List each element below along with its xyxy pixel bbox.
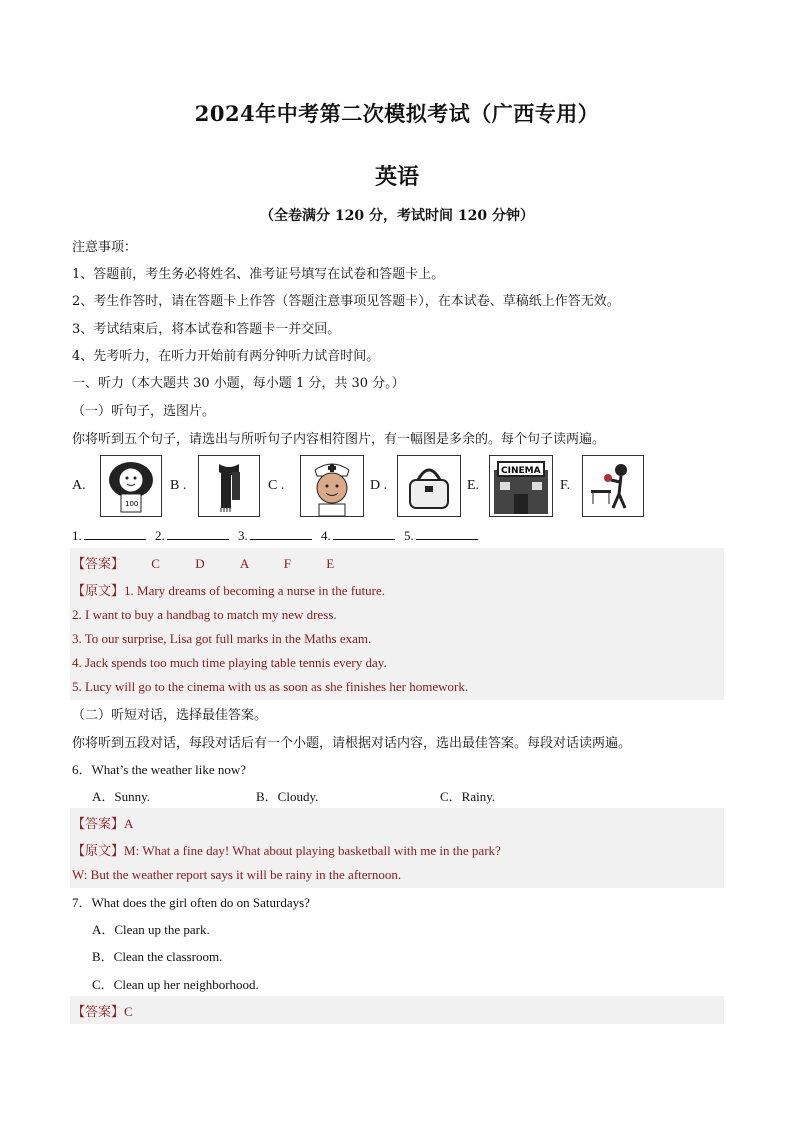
answer-blank-5[interactable]: [416, 529, 478, 540]
answer-2: D: [195, 556, 205, 571]
picture-label-c: C .: [268, 478, 285, 493]
script-line-1: [72, 580, 385, 599]
exam-title: 2024年中考第二次模拟考试（广西专用）: [194, 101, 600, 126]
blank-label: 1.: [72, 528, 82, 543]
answer-1: C: [151, 556, 160, 571]
answer-blank-3[interactable]: [250, 529, 312, 540]
picture-label-f: F.: [560, 478, 571, 493]
q7-option-b[interactable]: B．Clean the classroom.: [92, 949, 223, 964]
script-tag: 【原文】: [72, 583, 125, 598]
subject-title: 英语: [374, 164, 419, 190]
section-heading: 一、听力（本大题共 30 小题，每小题 1 分，共 30 分。）: [72, 376, 405, 391]
answer-blank-2[interactable]: [167, 529, 229, 540]
blank-label: 3.: [238, 528, 248, 543]
script-line-2: 2. I want to buy a handbag to match my new dress.: [72, 607, 337, 622]
q6-option-c[interactable]: C．Rainy.: [440, 789, 496, 804]
svg-text:CINEMA: CINEMA: [501, 466, 541, 476]
question-6: 6．What’s the weather like now?: [72, 762, 246, 777]
picture-label-e: E.: [467, 478, 480, 493]
answer-tag: 【答案】: [72, 1004, 125, 1019]
answer-4: F: [283, 556, 291, 571]
picture-label-d: D .: [370, 478, 388, 493]
script-text: M: What a fine day! What about playing basketball with me in the park?: [124, 843, 501, 858]
answer-blank-1[interactable]: [84, 529, 146, 540]
nurse-icon: [300, 455, 364, 517]
table-tennis-player-icon: [582, 455, 644, 517]
note-item-4: 4、先考听力，在听力开始前有两分钟听力试音时间。: [72, 349, 380, 364]
q7-answer: [72, 1001, 133, 1020]
q7-option-c[interactable]: C．Clean up her neighborhood.: [92, 977, 259, 992]
answer-tag: 【答案】: [72, 556, 125, 571]
q6-script-line-2: W: But the weather report says it will be rainy in the afternoon.: [72, 867, 402, 882]
script-text: 1. Mary dreams of becoming a nurse in the future.: [124, 583, 386, 598]
part1-instruction: 你将听到五个句子，请选出与所听句子内容相符图片，有一幅图是多余的。每个句子读两遍。: [72, 432, 606, 447]
blank-label: 5.: [404, 528, 414, 543]
exam-subtitle: （全卷满分 120 分，考试时间 120 分钟）: [260, 208, 534, 224]
blank-label: 4.: [321, 528, 331, 543]
script-line-3: 3. To our surprise, Lisa got full marks in the Maths exam.: [72, 631, 372, 646]
cinema-building-icon: [489, 455, 553, 517]
note-item-1: 1、答题前，考生务必将姓名、准考证号填写在试卷和答题卡上。: [72, 267, 445, 282]
q6-option-b[interactable]: B．Cloudy.: [256, 789, 319, 804]
answer-value: A: [124, 816, 134, 831]
answer-blank-4[interactable]: [333, 529, 395, 540]
q6-option-a[interactable]: A．Sunny.: [92, 789, 151, 804]
q6-answer: [72, 813, 133, 832]
girl-with-100-score-icon: [100, 455, 162, 517]
answer-value: C: [124, 1004, 133, 1019]
script-tag: 【原文】: [72, 843, 125, 858]
note-item-2: 2、考生作答时，请在答题卡上作答（答题注意事项见答题卡），在本试卷、草稿纸上作答无效。: [72, 294, 620, 309]
script-line-4: 4. Jack spends too much time playing table tennis every day.: [72, 655, 387, 670]
scarf-icon: [198, 455, 260, 517]
answer-tag: 【答案】: [72, 816, 125, 831]
picture-label-a: A.: [72, 478, 86, 493]
picture-label-b: B .: [170, 478, 187, 493]
answer-blanks: [72, 528, 484, 544]
blank-label: 2.: [155, 528, 165, 543]
answer-5: E: [326, 556, 335, 571]
q7-option-a[interactable]: A．Clean up the park.: [92, 922, 210, 937]
notes-heading: 注意事项：: [72, 240, 138, 255]
answer-row-part1: [72, 553, 334, 572]
part2-instruction: 你将听到五段对话，每段对话后有一个小题，请根据对话内容，选出最佳答案。每段对话读两遍。: [72, 736, 632, 751]
note-item-3: 3、考试结束后，将本试卷和答题卡一并交回。: [72, 322, 341, 337]
q6-script-line-1: [72, 840, 501, 859]
handbag-icon: [397, 455, 461, 517]
part2-heading: （二）听短对话，选择最佳答案。: [72, 708, 268, 723]
part1-heading: （一）听句子，选图片。: [72, 404, 216, 419]
question-7: 7．What does the girl often do on Saturdays?: [72, 895, 310, 910]
answer-band-q7: [70, 996, 724, 1024]
script-line-5: 5. Lucy will go to the cinema with us as soon as she finishes her homework.: [72, 679, 469, 694]
answer-3: A: [239, 556, 249, 571]
svg-text:100: 100: [125, 500, 139, 508]
